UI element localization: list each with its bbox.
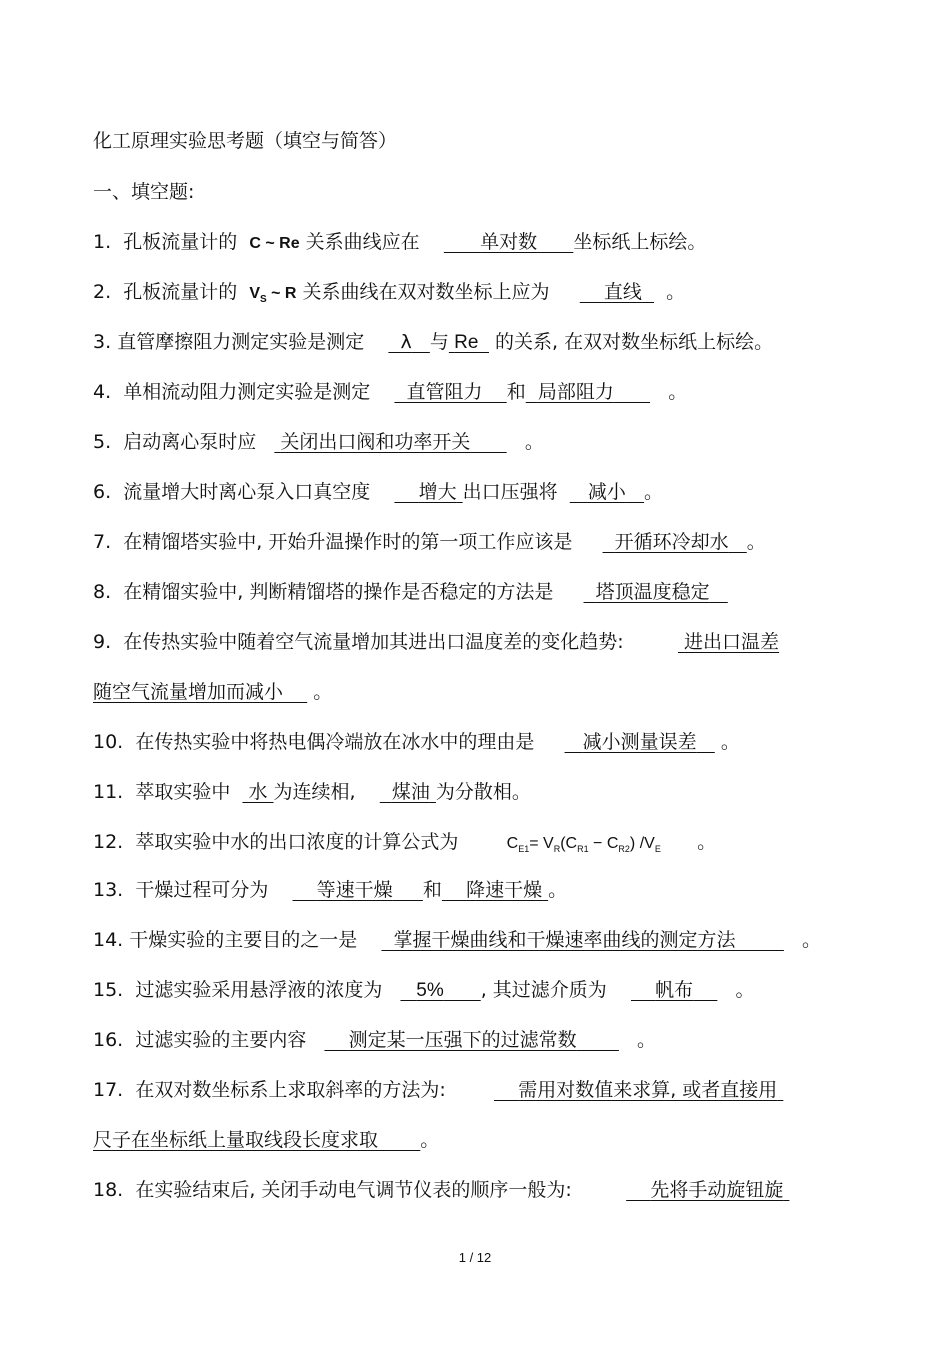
answer-blank: 尺子在坐标纸上量取线段长度求取 [93, 1129, 379, 1151]
question-3: 3. 直管摩擦阻力测定实验是测定 λ 与 Re 的关系, 在双对数坐标纸上标绘。 [93, 331, 774, 353]
question-17-continued: 尺子在坐标纸上量取线段长度求取 。 [93, 1129, 440, 1151]
answer-blank: 随空气流量增加而减小 [93, 681, 284, 703]
question-4: 4. 单相流动阻力测定实验是测定 直管阻力 和 局部阻力 。 [93, 381, 688, 403]
answer-blank: 关闭出口阀和功率开关 [280, 431, 471, 453]
question-7: 7. 在精馏塔实验中, 开始升温操作时的第一项工作应该是 开循环冷却水 。 [93, 531, 766, 553]
question-5: 5. 启动离心泵时应 关闭出口阀和功率开关 。 [93, 431, 544, 453]
answer-blank: 等速干燥 [316, 879, 393, 901]
answer-blank: 开循环冷却水 [614, 531, 729, 553]
question-9: 9. 在传热实验中随着空气流量增加其进出口温度差的变化趋势: 进出口温差 [93, 631, 780, 653]
answer-blank: 减小测量误差 [582, 731, 697, 753]
answer-blank: 掌握干燥曲线和干燥速率曲线的测定方法 [393, 929, 736, 951]
answer-blank: 局部阻力 [537, 381, 614, 403]
question-8: 8. 在精馏实验中, 判断精馏塔的操作是否稳定的方法是 塔顶温度稳定 [93, 578, 910, 606]
answer-blank: 降速干燥 [466, 879, 543, 901]
answer-blank: 水 [248, 781, 268, 803]
answer-blank: 减小 [587, 481, 626, 503]
answer-blank: 煤油 [391, 781, 430, 803]
answer-blank: 直线 [603, 281, 642, 303]
answer-blank: Re [454, 332, 479, 353]
answer-blank: 需用对数值来求算, 或者直接用 [518, 1079, 778, 1101]
question-9-continued: 随空气流量增加而减小 。 [93, 681, 333, 703]
answer-blank: 5% [416, 980, 444, 1001]
concentration-formula: $C_{E1}= V_R(C_{R1} - C_{R2})$ $/V_E$ [506, 835, 661, 855]
question-1: 1. 孔板流量计的 C ~ Re 关系曲线应在 单对数 坐标纸上标绘。 [93, 231, 707, 253]
answer-blank: 增大 [418, 481, 457, 503]
question-13: 13. 干燥过程可分为 等速干燥 和 降速干燥 。 [93, 879, 568, 901]
section-heading: 一、填空题: [93, 181, 195, 203]
answer-blank: 单对数 [480, 231, 538, 253]
answer-blank: 测定某一压强下的过滤常数 [348, 1029, 577, 1051]
question-10: 10. 在传热实验中将热电偶冷端放在冰水中的理由是 减小测量误差 。 [93, 731, 740, 753]
document-title: 化工原理实验思考题（填空与简答） [93, 130, 398, 152]
page-number: 1 / 12 [458, 1250, 492, 1265]
answer-blank: 进出口温差 [684, 631, 780, 653]
answer-blank: 直管阻力 [406, 381, 483, 403]
question-11: 11. 萃取实验中 水 为连续相, 煤油 为分散相。 [93, 781, 531, 803]
question-15: 15. 过滤实验采用悬浮液的浓度为 5% , 其过滤介质为 帆布 。 [93, 979, 755, 1001]
question-2: 2. 孔板流量计的 $V_S$ ~ R 关系曲线在双对数坐标上应为 直线 。 [93, 281, 686, 306]
question-16: 16. 过滤实验的主要内容 测定某一压强下的过滤常数 。 [93, 1029, 657, 1051]
question-18: 18. 在实验结束后, 关闭手动电气调节仪表的顺序一般为: 先将手动旋钮旋 [93, 1176, 910, 1204]
question-12: 12. 萃取实验中水的出口浓度的计算公式为 $C_{E1}= V_R(C_{R1} - C_{R2})$ $/V_E$ 。 [93, 831, 717, 855]
question-17: 17. 在双对数坐标系上求取斜率的方法为: 需用对数值来求算, 或者直接用 [93, 1076, 910, 1104]
answer-blank: λ [400, 331, 412, 353]
answer-blank: 帆布 [655, 979, 694, 1001]
question-6: 6. 流量增大时离心泵入口真空度 增大 出口压强将 减小 。 [93, 481, 664, 503]
answer-blank: 先将手动旋钮旋 [650, 1179, 784, 1201]
question-14: 14. 干燥实验的主要目的之一是 掌握干燥曲线和干燥速率曲线的测定方法 。 [93, 929, 822, 951]
answer-blank: 塔顶温度稳定 [595, 581, 710, 603]
